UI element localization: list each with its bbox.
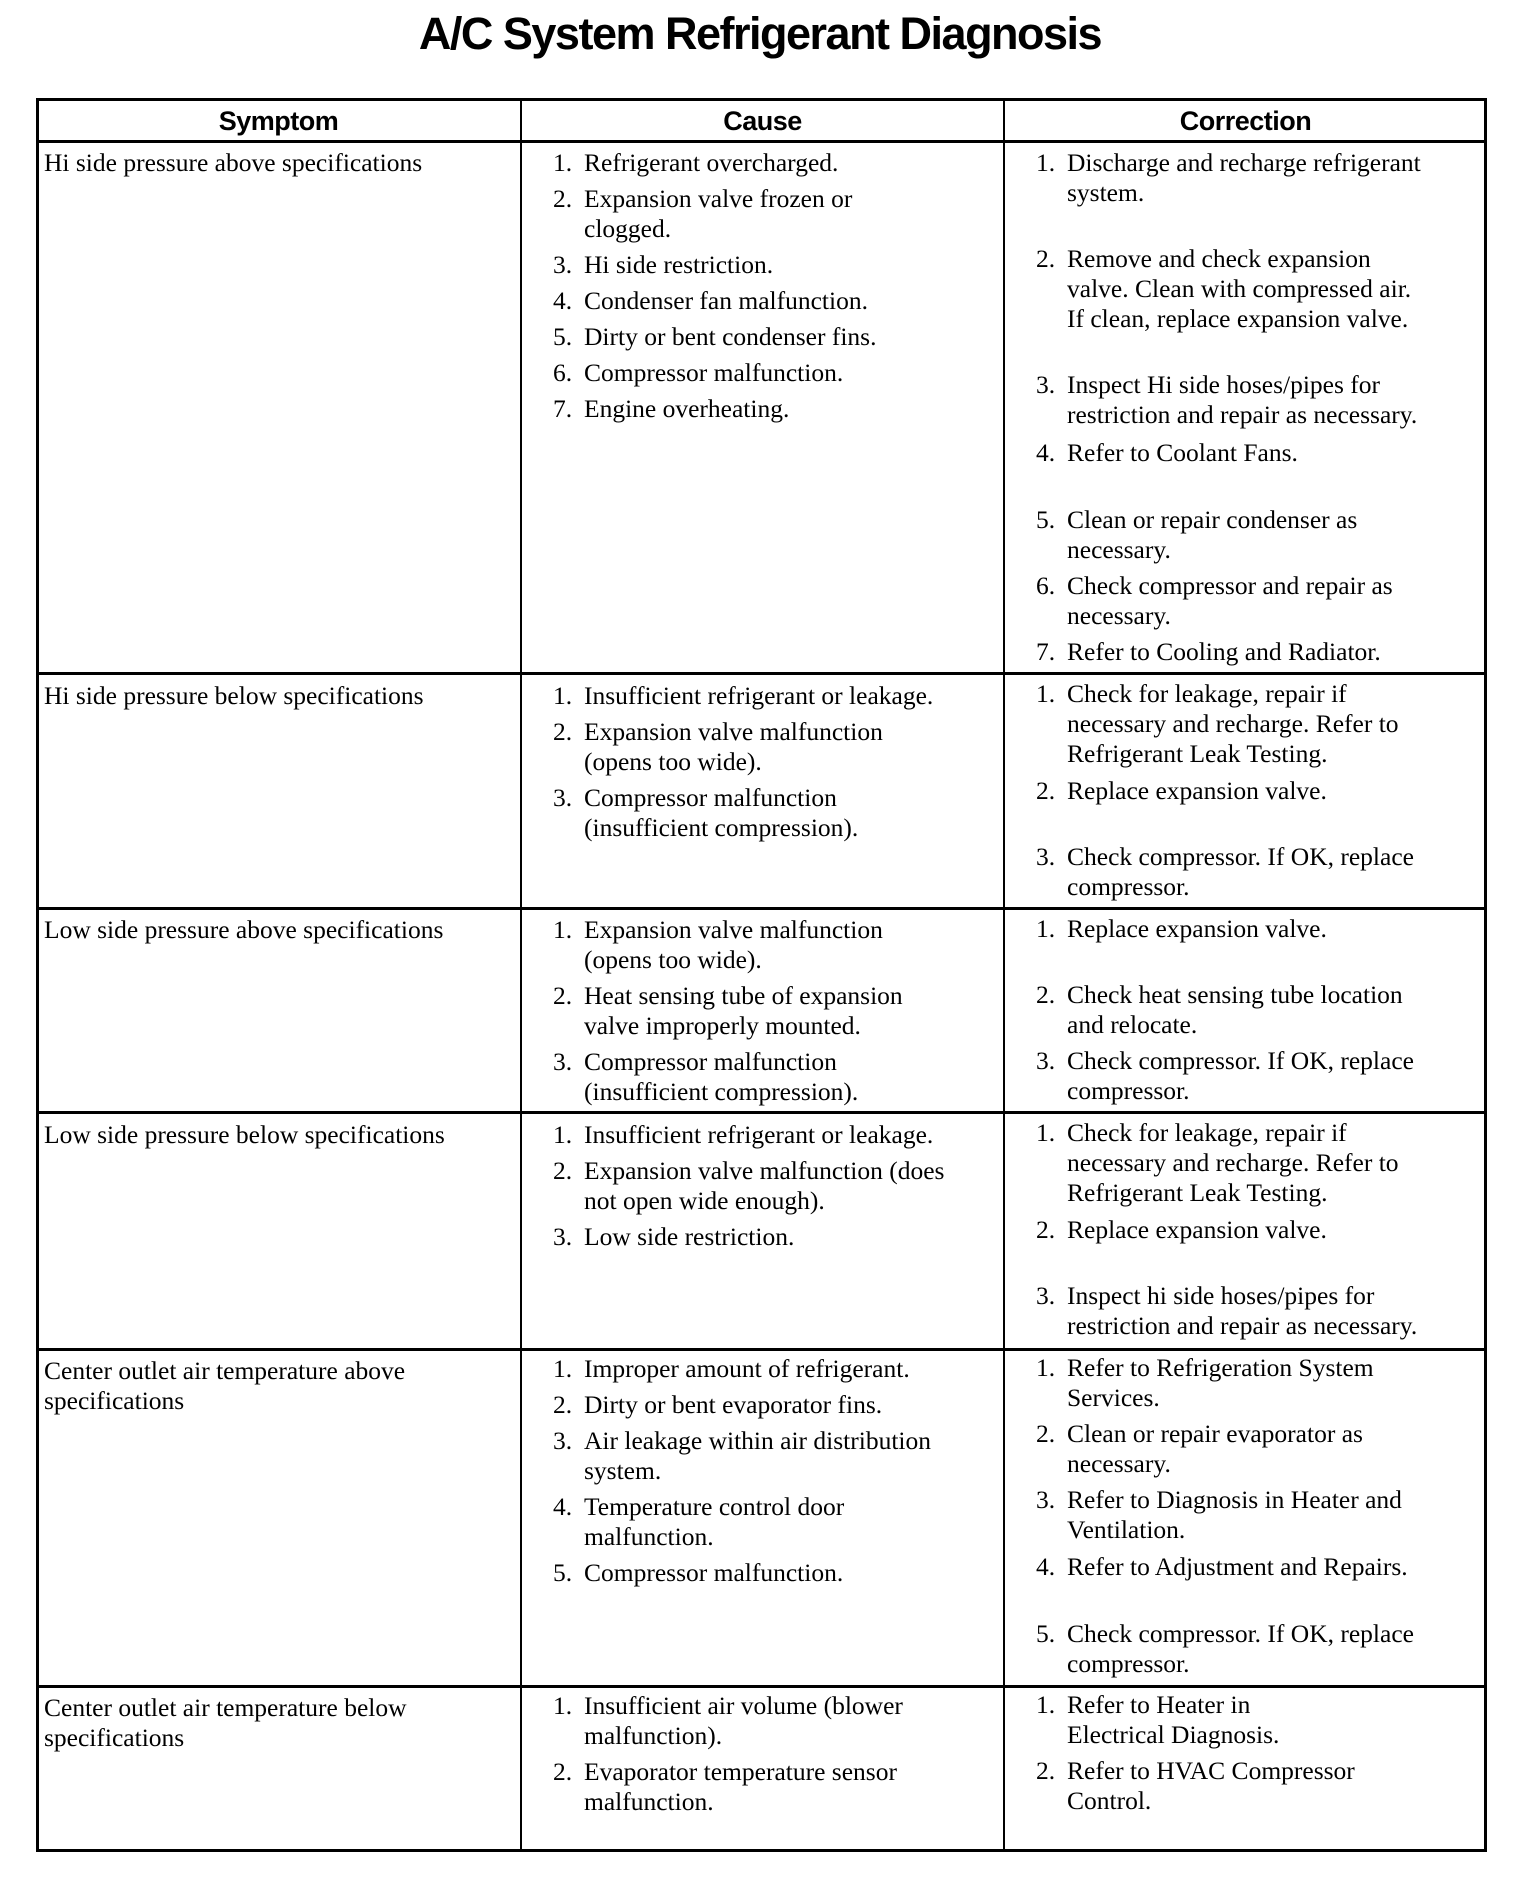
cause-number: 2. (553, 981, 573, 1010)
cause-item: Low side restriction. (584, 1222, 795, 1251)
correction-number: 1. (1036, 148, 1056, 177)
cause-item: Insufficient refrigerant or leakage. (584, 681, 934, 710)
cause-item: Refrigerant overcharged. (584, 148, 839, 177)
correction-item: Refer to Refrigeration System Services. (1067, 1353, 1374, 1412)
cause-number: 3. (553, 1047, 573, 1076)
correction-number: 2. (1036, 776, 1056, 805)
cause-item: Insufficient refrigerant or leakage. (584, 1120, 934, 1149)
cause-number: 6. (553, 358, 573, 387)
cause-number: 1. (553, 1354, 573, 1383)
cause-item: Hi side restriction. (584, 250, 774, 279)
correction-item: Refer to Adjustment and Repairs. (1067, 1552, 1408, 1581)
correction-item: Refer to Coolant Fans. (1067, 438, 1298, 467)
cause-number: 1. (553, 148, 573, 177)
correction-item: Remove and check expansion valve. Clean with compressed air. If clean, replace expansion valve. (1067, 244, 1412, 333)
symptom-cell: Low side pressure above specifications (44, 915, 444, 944)
correction-item: Inspect hi side hoses/pipes for restriction and repair as necessary. (1067, 1281, 1418, 1340)
correction-item: Refer to HVAC Compressor Control. (1067, 1756, 1355, 1815)
row-divider (36, 672, 1487, 675)
correction-item: Check for leakage, repair if necessary and recharge. Refer to Refrigerant Leak Testing. (1067, 1118, 1399, 1207)
cause-number: 2. (553, 1156, 573, 1185)
correction-item: Replace expansion valve. (1067, 1215, 1327, 1244)
cause-number: 1. (553, 1120, 573, 1149)
cause-number: 2. (553, 717, 573, 746)
cause-number: 7. (553, 394, 573, 423)
correction-number: 3. (1036, 370, 1056, 399)
cause-number: 2. (553, 1757, 573, 1786)
correction-number: 3. (1036, 842, 1056, 871)
header-cause: Cause (723, 106, 802, 136)
symptom-cell: Center outlet air temperature above specifications (44, 1356, 406, 1415)
cause-item: Improper amount of refrigerant. (584, 1354, 910, 1383)
header-symptom: Symptom (218, 106, 339, 136)
cause-number: 1. (553, 1691, 573, 1720)
cause-item: Compressor malfunction. (584, 1558, 844, 1587)
correction-item: Replace expansion valve. (1067, 776, 1327, 805)
cause-item: Heat sensing tube of expansion valve improperly mounted. (584, 981, 903, 1040)
cause-item: Compressor malfunction (insufficient compression). (584, 1047, 859, 1106)
correction-number: 3. (1036, 1046, 1056, 1075)
correction-item: Check compressor. If OK, replace compressor. (1067, 1619, 1414, 1678)
correction-item: Check compressor and repair as necessary. (1067, 571, 1393, 630)
correction-item: Check compressor. If OK, replace compressor. (1067, 1046, 1414, 1105)
cause-item: Expansion valve malfunction (opens too wide). (584, 717, 883, 776)
cause-number: 3. (553, 250, 573, 279)
cause-number: 4. (553, 286, 573, 315)
correction-number: 2. (1036, 980, 1056, 1009)
cause-item: Dirty or bent evaporator fins. (584, 1390, 883, 1419)
correction-item: Refer to Cooling and Radiator. (1067, 637, 1381, 666)
correction-number: 5. (1036, 505, 1056, 534)
correction-number: 4. (1036, 1552, 1056, 1581)
row-divider (36, 140, 1487, 143)
correction-item: Inspect Hi side hoses/pipes for restriction and repair as necessary. (1067, 370, 1418, 429)
correction-number: 1. (1036, 1118, 1056, 1147)
correction-item: Check heat sensing tube location and relocate. (1067, 980, 1403, 1039)
correction-number: 6. (1036, 571, 1056, 600)
cause-item: Compressor malfunction. (584, 358, 844, 387)
cause-number: 1. (553, 915, 573, 944)
cause-number: 5. (553, 1558, 573, 1587)
correction-item: Refer to Diagnosis in Heater and Ventilation. (1067, 1485, 1402, 1544)
cause-item: Expansion valve frozen or clogged. (584, 184, 853, 243)
cause-number: 3. (553, 1426, 573, 1455)
correction-number: 4. (1036, 438, 1056, 467)
correction-number: 2. (1036, 1215, 1056, 1244)
row-divider (36, 1111, 1487, 1114)
cause-item: Temperature control door malfunction. (584, 1492, 845, 1551)
symptom-cell: Low side pressure below specifications (44, 1120, 445, 1149)
cause-item: Condenser fan malfunction. (584, 286, 868, 315)
correction-number: 2. (1036, 244, 1056, 273)
cause-item: Expansion valve malfunction (opens too wide). (584, 915, 883, 974)
cause-item: Insufficient air volume (blower malfunction). (584, 1691, 903, 1750)
cause-item: Expansion valve malfunction (does not open wide enough). (584, 1156, 945, 1215)
header-correction: Correction (1179, 106, 1312, 136)
cause-number: 4. (553, 1492, 573, 1521)
cause-item: Air leakage within air distribution system. (584, 1426, 932, 1485)
cause-number: 1. (553, 681, 573, 710)
symptom-cell: Hi side pressure below specifications (44, 681, 424, 710)
cause-item: Evaporator temperature sensor malfunction. (584, 1757, 897, 1816)
correction-number: 1. (1036, 679, 1056, 708)
correction-item: Discharge and recharge refrigerant system. (1067, 148, 1421, 207)
correction-number: 2. (1036, 1419, 1056, 1448)
cause-number: 2. (553, 184, 573, 213)
correction-number: 1. (1036, 1353, 1056, 1382)
correction-number: 1. (1036, 914, 1056, 943)
cause-item: Compressor malfunction (insufficient compression). (584, 783, 859, 842)
correction-number: 7. (1036, 637, 1056, 666)
cause-number: 3. (553, 783, 573, 812)
page-title: A/C System Refrigerant Diagnosis (418, 8, 1102, 59)
correction-number: 2. (1036, 1756, 1056, 1785)
correction-item: Clean or repair condenser as necessary. (1067, 505, 1358, 564)
column-divider (520, 98, 522, 1852)
symptom-cell: Center outlet air temperature below specifications (44, 1693, 407, 1752)
correction-item: Check for leakage, repair if necessary and recharge. Refer to Refrigerant Leak Testing. (1067, 679, 1399, 768)
cause-number: 5. (553, 322, 573, 351)
row-divider (36, 907, 1487, 910)
correction-item: Replace expansion valve. (1067, 914, 1327, 943)
correction-item: Clean or repair evaporator as necessary. (1067, 1419, 1363, 1478)
cause-item: Engine overheating. (584, 394, 790, 423)
cause-number: 3. (553, 1222, 573, 1251)
correction-number: 1. (1036, 1690, 1056, 1719)
cause-number: 2. (553, 1390, 573, 1419)
correction-number: 3. (1036, 1281, 1056, 1310)
correction-item: Check compressor. If OK, replace compressor. (1067, 842, 1414, 901)
correction-item: Refer to Heater in Electrical Diagnosis. (1067, 1690, 1280, 1749)
symptom-cell: Hi side pressure above specifications (44, 148, 423, 177)
row-divider (36, 1348, 1487, 1351)
row-divider (36, 1685, 1487, 1688)
correction-number: 3. (1036, 1485, 1056, 1514)
column-divider (1003, 98, 1005, 1852)
correction-number: 5. (1036, 1619, 1056, 1648)
cause-item: Dirty or bent condenser fins. (584, 322, 877, 351)
